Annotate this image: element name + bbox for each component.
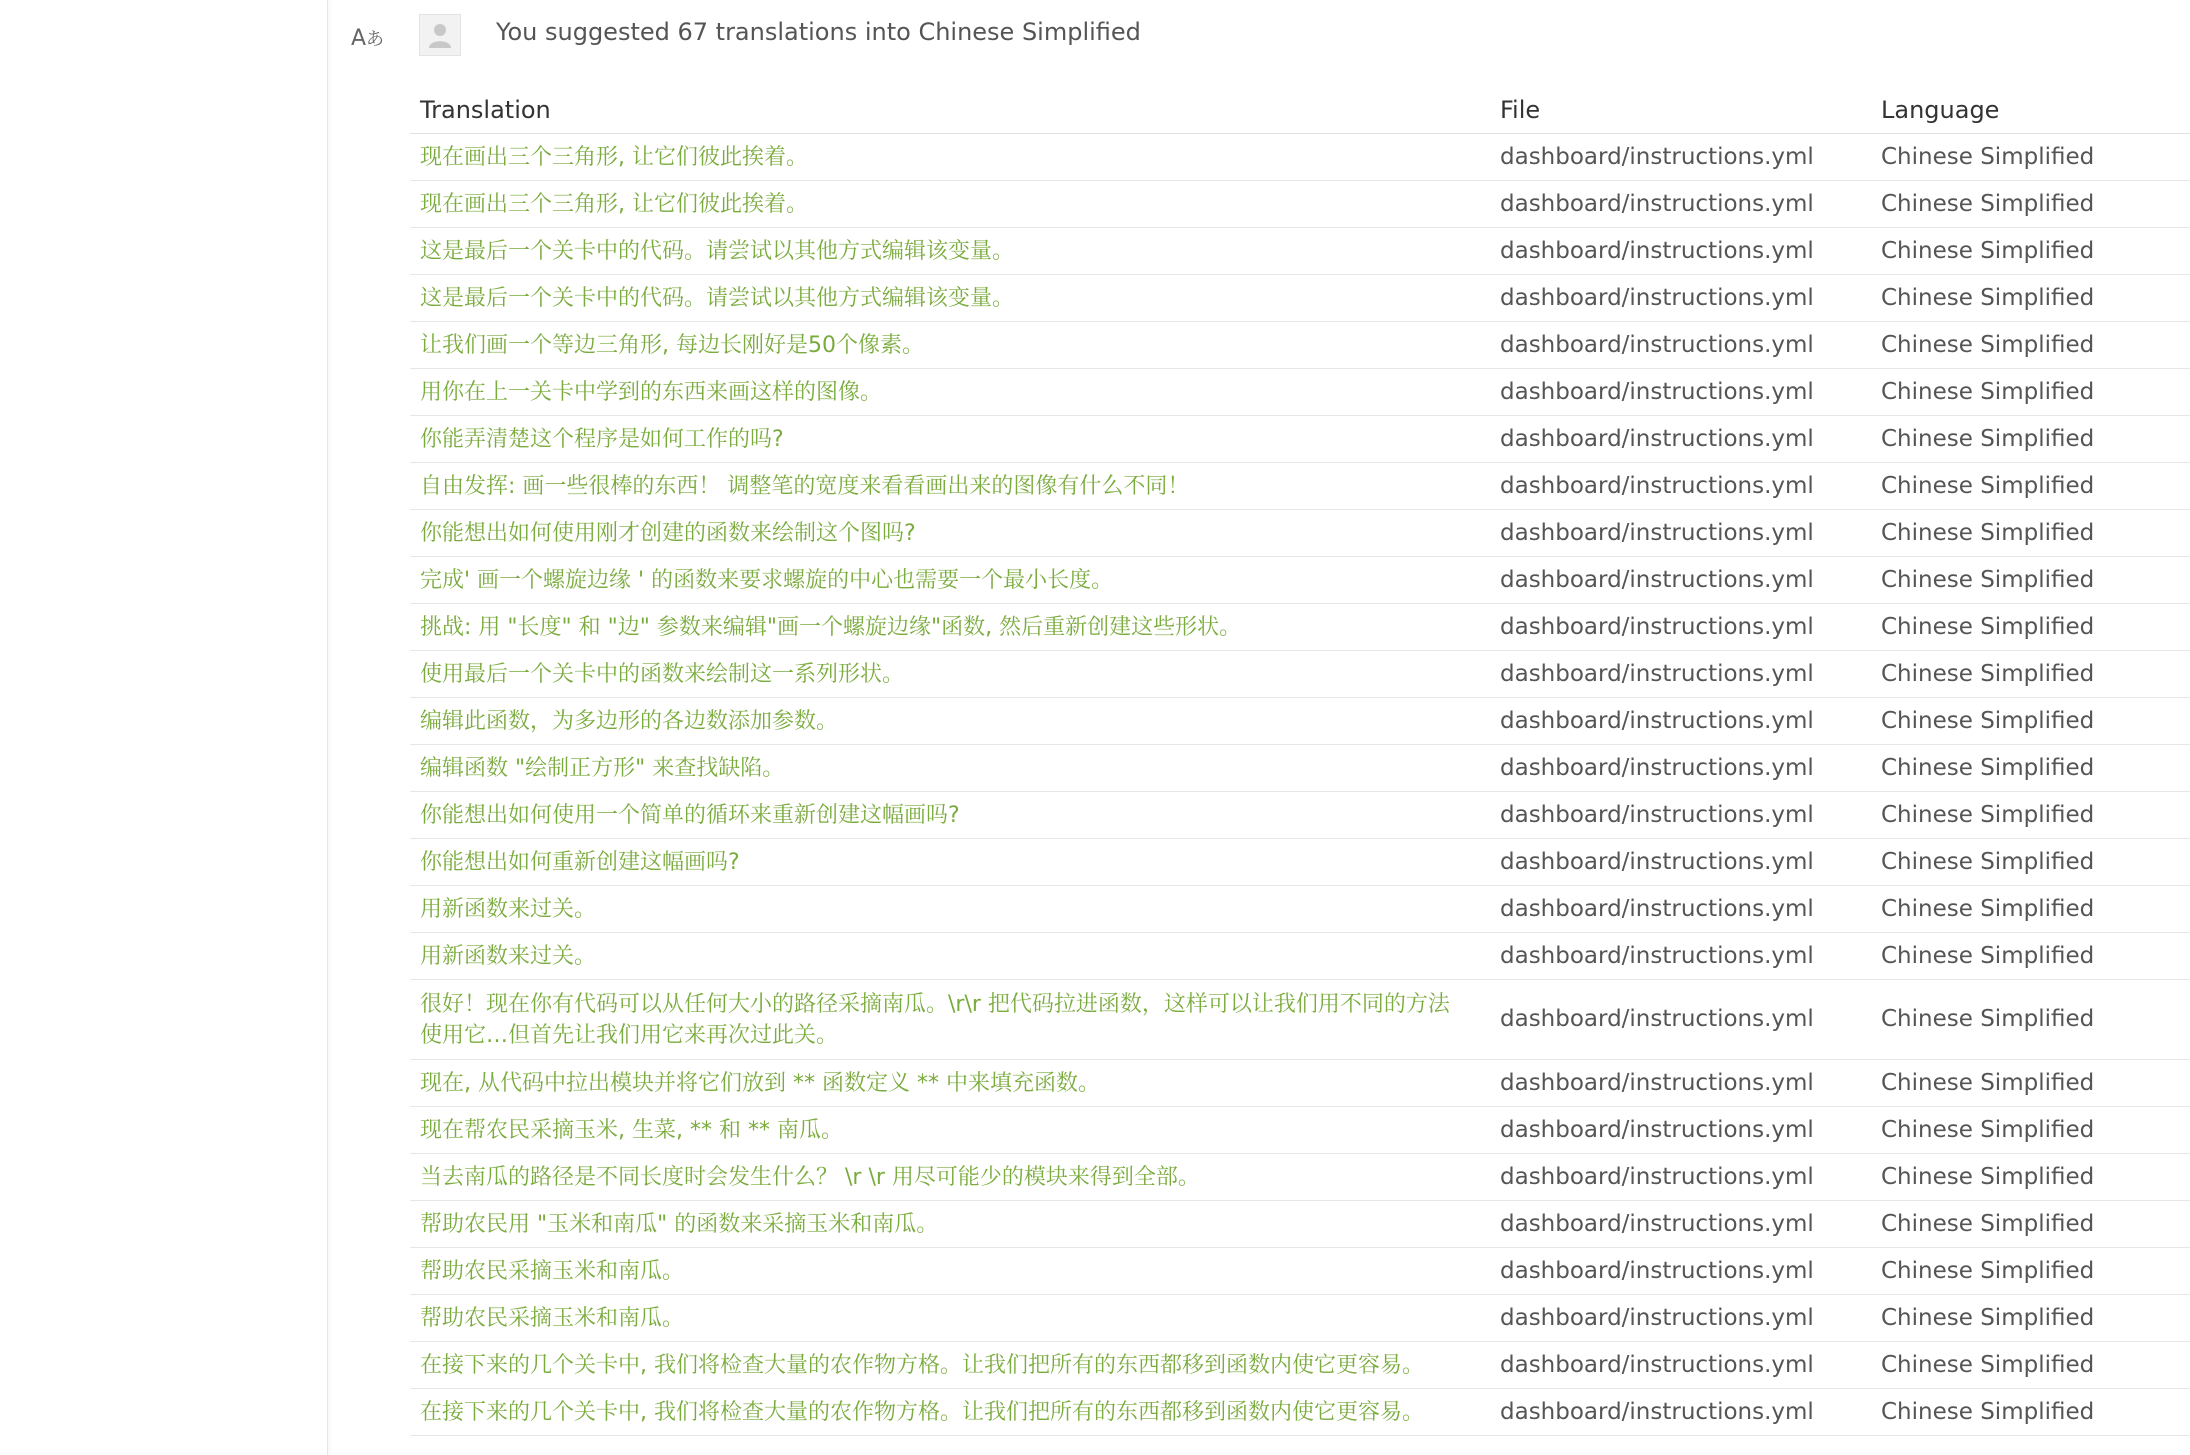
file-cell: dashboard/instructions.yml: [1490, 886, 1871, 933]
file-cell: dashboard/instructions.yml: [1490, 275, 1871, 322]
translation-link[interactable]: 现在画出三个三角形, 让它们彼此挨着。: [410, 181, 1490, 228]
table-row[interactable]: [410, 416, 2190, 463]
language-cell: Chinese Simplified: [1871, 1154, 2190, 1201]
language-cell: Chinese Simplified: [1871, 651, 2190, 698]
translation-link[interactable]: 用新函数来过关。: [410, 933, 1490, 980]
translation-link[interactable]: 用你在上一关卡中学到的东西来画这样的图像。: [410, 369, 1490, 416]
language-cell: Chinese Simplified: [1871, 510, 2190, 557]
language-cell: Chinese Simplified: [1871, 1295, 2190, 1342]
language-cell: Chinese Simplified: [1871, 792, 2190, 839]
translation-link[interactable]: 使用最后一个关卡中的函数来绘制这一系列形状。: [410, 651, 1490, 698]
file-cell: dashboard/instructions.yml: [1490, 510, 1871, 557]
translation-link[interactable]: 完成' 画一个螺旋边缘 ' 的函数来要求螺旋的中心也需要一个最小长度。: [410, 557, 1490, 604]
translation-link[interactable]: 现在帮农民采摘玉米, 生菜, ** 和 ** 南瓜。: [410, 1107, 1490, 1154]
table-row[interactable]: [410, 510, 2190, 557]
translation-link[interactable]: 现在, 从代码中拉出模块并将它们放到 ** 函数定义 ** 中来填充函数。: [410, 1060, 1490, 1107]
language-cell: Chinese Simplified: [1871, 886, 2190, 933]
table-row[interactable]: [410, 1295, 2190, 1342]
language-cell: Chinese Simplified: [1871, 557, 2190, 604]
language-cell: Chinese Simplified: [1871, 369, 2190, 416]
file-cell: dashboard/instructions.yml: [1490, 839, 1871, 886]
language-cell: Chinese Simplified: [1871, 1201, 2190, 1248]
language-cell: Chinese Simplified: [1871, 1248, 2190, 1295]
file-cell: dashboard/instructions.yml: [1490, 557, 1871, 604]
language-cell: Chinese Simplified: [1871, 1389, 2190, 1436]
table-row[interactable]: [410, 557, 2190, 604]
file-cell: dashboard/instructions.yml: [1490, 1060, 1871, 1107]
language-cell: Chinese Simplified: [1871, 839, 2190, 886]
table-row[interactable]: [410, 134, 2190, 181]
file-cell: dashboard/instructions.yml: [1490, 134, 1871, 181]
translation-link[interactable]: 现在画出三个三角形, 让它们彼此挨着。: [410, 134, 1490, 181]
table-row[interactable]: [410, 369, 2190, 416]
table-row[interactable]: [410, 1201, 2190, 1248]
file-cell: dashboard/instructions.yml: [1490, 933, 1871, 980]
translation-link[interactable]: 在接下来的几个关卡中, 我们将检查大量的农作物方格。让我们把所有的东西都移到函数内使它更容易。: [410, 1342, 1490, 1389]
translations-table: [410, 86, 2190, 1436]
file-cell: dashboard/instructions.yml: [1490, 792, 1871, 839]
translation-link[interactable]: 你能想出如何使用刚才创建的函数来绘制这个图吗?: [410, 510, 1490, 557]
translation-link[interactable]: 你能想出如何重新创建这幅画吗?: [410, 839, 1490, 886]
table-row[interactable]: [410, 698, 2190, 745]
translation-link[interactable]: 当去南瓜的路径是不同长度时会发生什么？ \r \r 用尽可能少的模块来得到全部。: [410, 1154, 1490, 1201]
translation-link[interactable]: 这是最后一个关卡中的代码。请尝试以其他方式编辑该变量。: [410, 275, 1490, 322]
table-header-row: [410, 86, 2190, 134]
translate-icon: [350, 16, 390, 56]
file-cell: dashboard/instructions.yml: [1490, 604, 1871, 651]
column-header-language: Language: [1871, 86, 2190, 134]
table-row[interactable]: [410, 463, 2190, 510]
language-cell: Chinese Simplified: [1871, 181, 2190, 228]
table-row[interactable]: [410, 604, 2190, 651]
table-row[interactable]: [410, 275, 2190, 322]
table-row[interactable]: [410, 980, 2190, 1060]
table-row[interactable]: [410, 1389, 2190, 1436]
translation-link[interactable]: 你能想出如何使用一个简单的循环来重新创建这幅画吗?: [410, 792, 1490, 839]
language-cell: Chinese Simplified: [1871, 933, 2190, 980]
file-cell: dashboard/instructions.yml: [1490, 322, 1871, 369]
translation-link[interactable]: 你能弄清楚这个程序是如何工作的吗?: [410, 416, 1490, 463]
language-cell: Chinese Simplified: [1871, 980, 2190, 1060]
file-cell: dashboard/instructions.yml: [1490, 416, 1871, 463]
table-row[interactable]: [410, 228, 2190, 275]
language-cell: Chinese Simplified: [1871, 322, 2190, 369]
file-cell: dashboard/instructions.yml: [1490, 1389, 1871, 1436]
table-row[interactable]: [410, 1342, 2190, 1389]
file-cell: dashboard/instructions.yml: [1490, 980, 1871, 1060]
file-cell: dashboard/instructions.yml: [1490, 181, 1871, 228]
file-cell: dashboard/instructions.yml: [1490, 1107, 1871, 1154]
translation-link[interactable]: 编辑函数 "绘制正方形" 来查找缺陷。: [410, 745, 1490, 792]
table-row[interactable]: [410, 745, 2190, 792]
table-row[interactable]: [410, 1060, 2190, 1107]
translation-link[interactable]: 在接下来的几个关卡中, 我们将检查大量的农作物方格。让我们把所有的东西都移到函数内使它更容易。: [410, 1389, 1490, 1436]
language-cell: Chinese Simplified: [1871, 698, 2190, 745]
translation-link[interactable]: 帮助农民采摘玉米和南瓜。: [410, 1295, 1490, 1342]
language-cell: Chinese Simplified: [1871, 604, 2190, 651]
file-cell: dashboard/instructions.yml: [1490, 745, 1871, 792]
activity-header: [328, 0, 2190, 70]
activity-summary: You suggested 67 translations into Chinese Simplified: [496, 18, 1141, 46]
language-cell: Chinese Simplified: [1871, 275, 2190, 322]
translation-link[interactable]: 让我们画一个等边三角形, 每边长刚好是50个像素。: [410, 322, 1490, 369]
translation-link[interactable]: 这是最后一个关卡中的代码。请尝试以其他方式编辑该变量。: [410, 228, 1490, 275]
translation-link[interactable]: 自由发挥: 画一些很棒的东西！ 调整笔的宽度来看看画出来的图像有什么不同！: [410, 463, 1490, 510]
translation-link[interactable]: 帮助农民用 "玉米和南瓜" 的函数来采摘玉米和南瓜。: [410, 1201, 1490, 1248]
left-gutter: [0, 0, 328, 1455]
language-cell: Chinese Simplified: [1871, 463, 2190, 510]
svg-text:あ: あ: [366, 29, 384, 50]
file-cell: dashboard/instructions.yml: [1490, 1295, 1871, 1342]
file-cell: dashboard/instructions.yml: [1490, 698, 1871, 745]
translation-link[interactable]: 用新函数来过关。: [410, 886, 1490, 933]
column-header-file: File: [1490, 86, 1871, 134]
file-cell: dashboard/instructions.yml: [1490, 1248, 1871, 1295]
translation-link[interactable]: 很好！现在你有代码可以从任何大小的路径采摘南瓜。\r\r 把代码拉进函数，这样可以让我们用不同的方法使用它…但首先让我们用它来再次过此关。: [410, 980, 1490, 1060]
language-cell: Chinese Simplified: [1871, 1107, 2190, 1154]
translation-link[interactable]: 挑战: 用 "长度" 和 "边" 参数来编辑"画一个螺旋边缘"函数, 然后重新创建这些形状。: [410, 604, 1490, 651]
file-cell: dashboard/instructions.yml: [1490, 463, 1871, 510]
language-cell: Chinese Simplified: [1871, 1060, 2190, 1107]
table-row[interactable]: [410, 933, 2190, 980]
language-cell: Chinese Simplified: [1871, 134, 2190, 181]
language-cell: Chinese Simplified: [1871, 1342, 2190, 1389]
file-cell: dashboard/instructions.yml: [1490, 228, 1871, 275]
table-row[interactable]: [410, 1248, 2190, 1295]
column-header-translation: Translation: [410, 86, 1490, 134]
table-row[interactable]: [410, 1154, 2190, 1201]
file-cell: dashboard/instructions.yml: [1490, 1154, 1871, 1201]
file-cell: dashboard/instructions.yml: [1490, 369, 1871, 416]
table-row[interactable]: [410, 792, 2190, 839]
user-avatar-icon[interactable]: [419, 14, 461, 56]
table-row[interactable]: [410, 886, 2190, 933]
table-row[interactable]: [410, 839, 2190, 886]
language-cell: Chinese Simplified: [1871, 745, 2190, 792]
table-row[interactable]: [410, 181, 2190, 228]
table-row[interactable]: [410, 651, 2190, 698]
translation-link[interactable]: 编辑此函数，为多边形的各边数添加参数。: [410, 698, 1490, 745]
table-row[interactable]: [410, 322, 2190, 369]
file-cell: dashboard/instructions.yml: [1490, 1201, 1871, 1248]
activity-panel: [328, 0, 2190, 1455]
file-cell: dashboard/instructions.yml: [1490, 651, 1871, 698]
file-cell: dashboard/instructions.yml: [1490, 1342, 1871, 1389]
table-row[interactable]: [410, 1107, 2190, 1154]
language-cell: Chinese Simplified: [1871, 416, 2190, 463]
language-cell: Chinese Simplified: [1871, 228, 2190, 275]
svg-text:A: A: [351, 26, 367, 51]
translation-link[interactable]: 帮助农民采摘玉米和南瓜。: [410, 1248, 1490, 1295]
